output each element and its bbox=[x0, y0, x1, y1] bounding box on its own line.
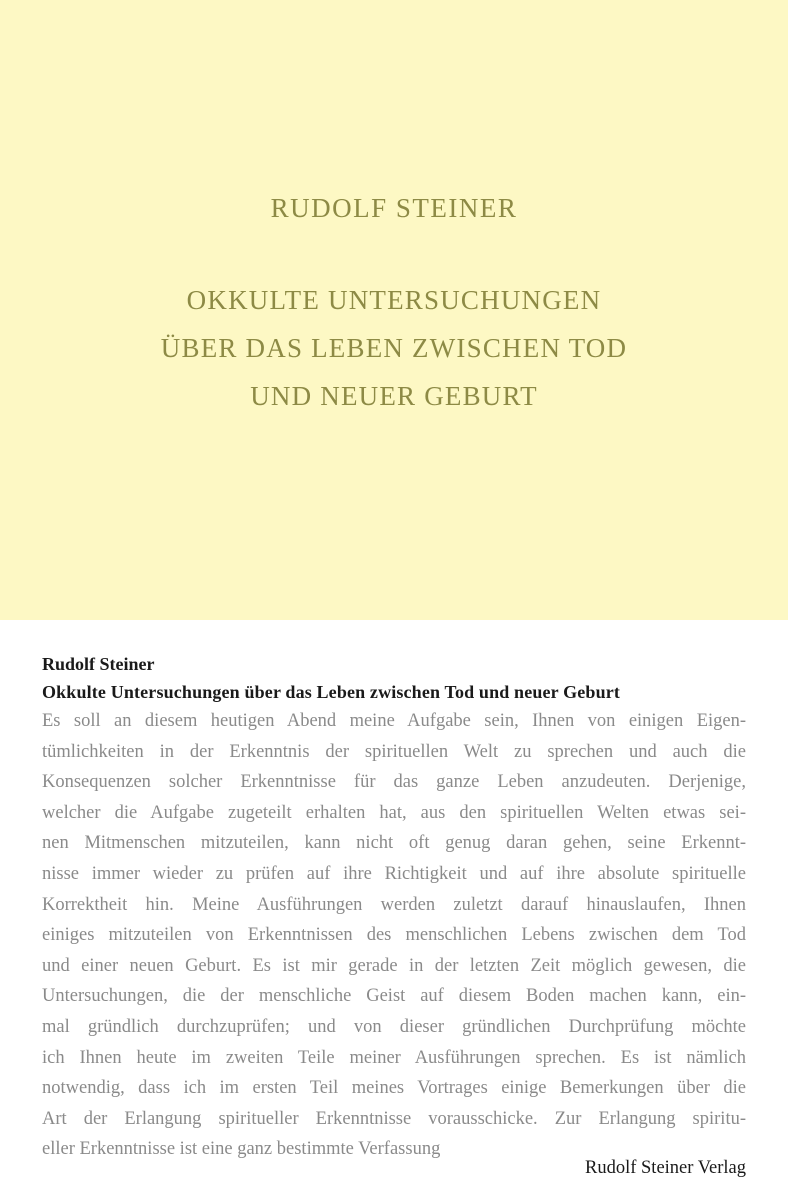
cover-author: RUDOLF STEINER bbox=[270, 193, 518, 223]
excerpt-line: nen Mitmenschen mitzuteilen, kann nicht oft genug daran gehen, seine Erkennt- bbox=[42, 833, 746, 854]
cover-title bbox=[0, 276, 788, 420]
cover-title-line: UND NEUER GEBURT bbox=[250, 381, 538, 411]
back-text-block bbox=[42, 650, 746, 1165]
excerpt-line: mal gründlich durchzuprüfen; und von dieser gründlichen Durchprüfung möchte bbox=[42, 1016, 746, 1037]
excerpt-line: ich Ihnen heute im zweiten Teile meiner Ausführungen sprechen. Es ist nämlich bbox=[42, 1047, 746, 1068]
excerpt-line: tümlichkeiten in der Erkenntnis der spirituellen Welt zu sprechen und auch die bbox=[42, 741, 746, 762]
excerpt-line: Es soll an diesem heutigen Abend meine Aufgabe sein, Ihnen von einigen Eigen- bbox=[42, 711, 746, 731]
excerpt-line: Konsequenzen solcher Erkenntnisse für das ganze Leben anzudeuten. Derjenige, bbox=[42, 772, 746, 793]
excerpt-line: welcher die Aufgabe zugeteilt erhalten hat, aus den spirituellen Welten etwas sei- bbox=[42, 802, 746, 823]
publisher-name: Rudolf Steiner Verlag bbox=[585, 1158, 746, 1178]
excerpt-line: Untersuchungen, die der menschliche Geist auf diesem Boden machen kann, ein- bbox=[42, 986, 746, 1007]
excerpt-line: notwendig, dass ich im ersten Teil meines Vortrages einige Bemerkungen über die bbox=[42, 1078, 746, 1099]
excerpt-line: nisse immer wieder zu prüfen auf ihre Richtigkeit und auf ihre absolute spirituelle bbox=[42, 863, 746, 884]
excerpt-line: und einer neuen Geburt. Es ist mir gerade in der letzten Zeit möglich gewesen, die bbox=[42, 955, 746, 976]
blurb-excerpt bbox=[42, 706, 746, 1165]
excerpt-line: eller Erkenntnisse ist eine ganz bestimmte Verfassung bbox=[42, 1139, 441, 1160]
excerpt-line: einiges mitzuteilen von Erkenntnissen des menschlichen Lebens zwischen dem Tod bbox=[42, 925, 746, 946]
excerpt-line: Art der Erlangung spiritueller Erkenntnisse vorausschicke. Zur Erlangung spiritu- bbox=[42, 1108, 746, 1129]
blurb-author: Rudolf Steiner bbox=[42, 654, 155, 674]
excerpt-line: Korrektheit hin. Meine Ausführungen werden zuletzt darauf hinauslaufen, Ihnen bbox=[42, 894, 746, 915]
cover-title-line: ÜBER DAS LEBEN ZWISCHEN TOD bbox=[160, 333, 628, 363]
blurb-title: Okkulte Untersuchungen über das Leben zwischen Tod und neuer Geburt bbox=[42, 682, 621, 702]
cover-title-line: OKKULTE UNTERSUCHUNGEN bbox=[186, 285, 602, 315]
